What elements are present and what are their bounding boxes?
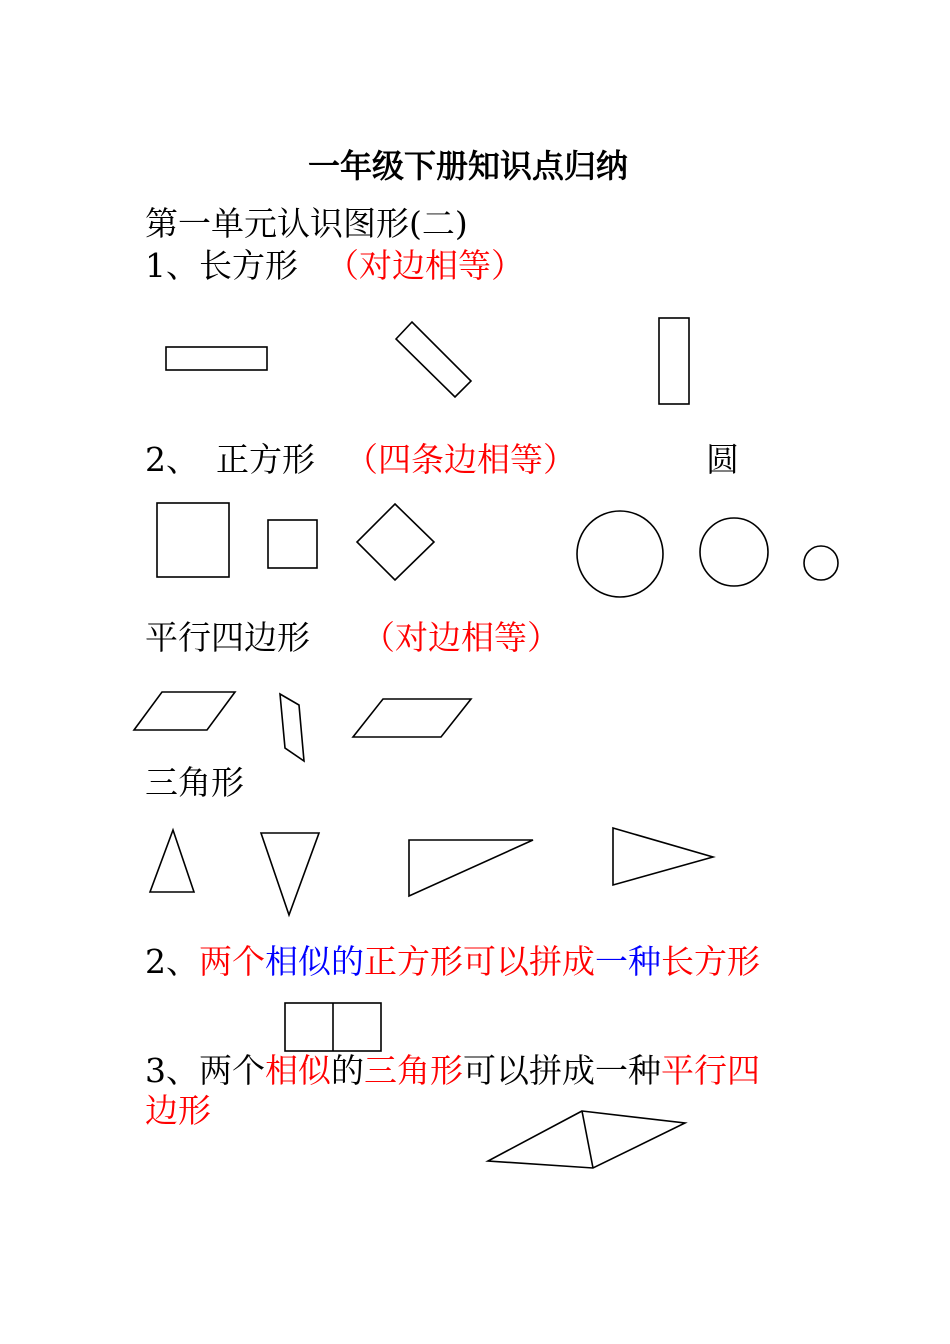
parallelogram-2 xyxy=(280,694,304,761)
fact-2-part-3: 正方形可以拼成 xyxy=(364,942,595,981)
fact-3-part-4: 可以拼成一种 xyxy=(463,1051,661,1090)
parallelogram-3 xyxy=(353,699,471,737)
fact-2-part-5: 长方形 xyxy=(661,942,760,981)
triangle-right xyxy=(409,840,533,896)
parallelogram-label: 平行四边形 xyxy=(145,618,310,657)
fact-2-part-2: 相似的 xyxy=(265,942,364,981)
rectangle-horizontal xyxy=(166,347,267,370)
rectangle-vertical xyxy=(659,318,689,404)
circle-large xyxy=(577,511,663,597)
combined-parallelogram-diagonal xyxy=(582,1111,593,1168)
rectangle-label: 1、长方形 xyxy=(145,246,298,285)
square-diamond xyxy=(357,504,434,580)
triangle-inverted xyxy=(261,833,319,915)
rectangle-note: （对边相等） xyxy=(326,246,524,285)
square-small xyxy=(268,520,317,568)
parallelogram-1 xyxy=(134,692,235,730)
square-large xyxy=(157,503,229,577)
unit-heading: 第一单元认识图形(二) xyxy=(145,204,468,243)
circle-small xyxy=(804,546,838,580)
page-title: 一年级下册知识点归纳 xyxy=(308,147,629,185)
combined-parallelogram xyxy=(488,1111,685,1168)
square-note: （四条边相等） xyxy=(345,440,576,479)
fact-2-part-4: 一种 xyxy=(595,942,661,981)
triangle-pointing-right xyxy=(613,828,713,885)
circle-medium xyxy=(700,518,768,586)
fact-3-part-1: 相似 xyxy=(265,1051,331,1090)
fact-3-part-2: 的 xyxy=(331,1051,364,1090)
fact-3-number: 3、两个 xyxy=(145,1051,265,1090)
fact-2-part-1: 两个 xyxy=(199,942,265,981)
rectangle-tilted xyxy=(396,322,471,397)
fact-2-number: 2、 xyxy=(145,942,199,981)
square-label-number: 2、 xyxy=(145,440,199,479)
square-label: 正方形 xyxy=(216,440,315,479)
fact-3-part-5: 平行四 xyxy=(661,1051,760,1090)
triangle-upright xyxy=(150,830,194,892)
fact-3-part-3: 三角形 xyxy=(364,1051,463,1090)
parallelogram-note: （对边相等） xyxy=(362,618,560,657)
fact-3-line-2: 边形 xyxy=(145,1091,211,1130)
circle-label: 圆 xyxy=(706,440,739,479)
triangle-label: 三角形 xyxy=(145,763,244,802)
